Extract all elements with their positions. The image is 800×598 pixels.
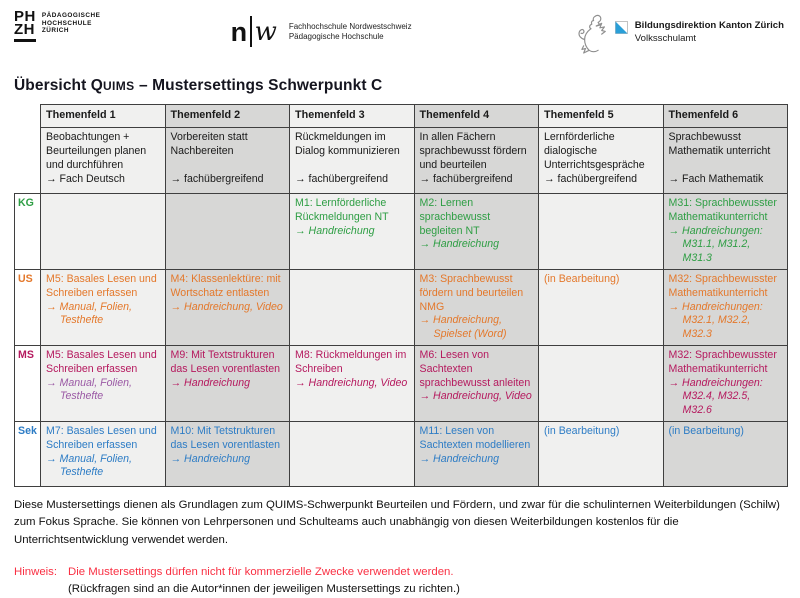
- setting-link[interactable]: → Handreichungen:: [668, 224, 763, 237]
- fhnw-logo-text: [289, 22, 412, 42]
- setting-title: M31: Sprachbewusster Mathematikunterricht: [668, 197, 777, 223]
- fhnw-text-line2: Pädagogische Hochschule: [288, 31, 384, 41]
- column-description-2: [165, 128, 290, 194]
- column-description-text: Sprachbewusst Mathematik unterricht: [668, 131, 771, 157]
- setting-link[interactable]: → Handreichung, Video: [295, 376, 408, 389]
- column-description-6: [663, 128, 788, 194]
- setting-cell: [663, 421, 788, 486]
- column-header-2: Themenfeld 2: [165, 105, 290, 128]
- setting-link[interactable]: → Handreichungen:: [668, 376, 763, 389]
- column-description-4: [414, 128, 539, 194]
- fhnw-wordmark: [231, 16, 277, 47]
- themenfeld-table: [14, 104, 788, 487]
- setting-link[interactable]: → Manual, Folien, Testhefte: [46, 376, 132, 403]
- setting-cell: [165, 345, 290, 421]
- setting-cell: [41, 269, 166, 345]
- phzh-underline: [14, 39, 36, 42]
- setting-title: M7: Basales Lesen und Schreiben erfassen: [46, 424, 157, 451]
- zurich-flag-icon: [615, 21, 628, 34]
- phzh-mark-line2: ZH: [14, 21, 35, 38]
- corner-spacer: [15, 128, 41, 194]
- phzh-logo: [14, 10, 100, 42]
- setting-link[interactable]: → Handreichung: [419, 238, 499, 251]
- note-black-line: (Rückfragen sind an die Autor*innen der jeweiligen Mustersettings zu richten.): [68, 583, 460, 596]
- row-label-sek: Sek: [15, 421, 41, 486]
- setting-title: M6: Lesen von Sachtexten sprachbewusst anleiten: [419, 348, 531, 389]
- column-description-5: [539, 128, 664, 194]
- row-label-kg: KG: [15, 194, 41, 270]
- page-title-smallcaps: UIMS: [102, 79, 135, 93]
- fhnw-letter-w: w: [254, 16, 277, 47]
- column-scope: → fachübergreifend: [295, 173, 389, 186]
- setting-link[interactable]: → Handreichung, Video: [170, 300, 283, 313]
- fhnw-text-line1: Fachhochschule Nordwestschweiz: [288, 21, 412, 31]
- setting-title: M32: Sprachbewusster Mathematikunterricht: [668, 348, 777, 375]
- setting-link[interactable]: → Handreichung, Video: [419, 390, 532, 403]
- footer-paragraph: Diese Mustersettings dienen als Grundlagen zum QUIMS-Schwerpunkt Beurteilen und Fördern, und zwar für die schulinternen Weiterbildungen (Schilw) zum Fokus Sprache. Sie können von Lehrpersonen und Schulteams auch unabhängig von diesen Weiterbildungen kostenlos für die Unterrichtsentwicklung verwendet werden.: [14, 498, 780, 546]
- setting-cell: [290, 345, 415, 421]
- setting-link[interactable]: → Handreichung, Spielset (Word): [419, 314, 507, 341]
- page-title: [14, 77, 786, 95]
- setting-title: M5: Basales Lesen und Schreiben erfassen: [46, 348, 157, 375]
- zurich-lion-icon: [572, 12, 608, 58]
- setting-link[interactable]: → Handreichung: [419, 452, 499, 465]
- note-content: [68, 564, 460, 598]
- column-description-text: Vorbereiten statt Nachbereiten: [170, 131, 248, 157]
- setting-link[interactable]: → Manual, Folien, Testhefte: [46, 300, 132, 327]
- phzh-text-line2: HOCHSCHULE: [41, 19, 92, 27]
- column-header-5: Themenfeld 5: [539, 105, 664, 128]
- column-scope: → fachübergreifend: [419, 173, 513, 186]
- fhnw-letter-n: n: [230, 16, 248, 47]
- setting-cell: [414, 194, 539, 270]
- setting-cell: [663, 345, 788, 421]
- row-label-ms: MS: [15, 345, 41, 421]
- column-description-text: Lernförderliche dialogische Unterrichtsgespräche: [544, 131, 645, 171]
- setting-link-detail[interactable]: M32.4, M32.5, M32.6: [682, 390, 751, 417]
- column-scope: → Fach Deutsch: [46, 173, 125, 186]
- column-header-6: Themenfeld 6: [663, 105, 788, 128]
- column-header-4: Themenfeld 4: [414, 105, 539, 128]
- setting-cell: [41, 345, 166, 421]
- setting-title: M5: Basales Lesen und Schreiben erfassen: [46, 272, 157, 299]
- setting-cell: [539, 421, 664, 486]
- bkz-logo-text: [635, 12, 784, 45]
- row-label-us: US: [15, 269, 41, 345]
- setting-link-detail[interactable]: M31.1, M31.2, M31.3: [682, 238, 751, 265]
- phzh-wordmark: [14, 10, 36, 42]
- bkz-subtitle: Volksschulamt: [634, 32, 697, 44]
- setting-cell: [414, 345, 539, 421]
- setting-cell: [539, 345, 664, 421]
- setting-title: M2: Lernen sprachbewusst begleiten NT: [419, 197, 491, 237]
- setting-title: M11: Lesen von Sachtexten modellieren: [419, 424, 531, 451]
- setting-cell: [663, 194, 788, 270]
- page-title-post: – Mustersettings Schwerpunkt C: [134, 77, 383, 94]
- phzh-text-line3: ZÜRICH: [41, 27, 69, 35]
- column-description-3: [290, 128, 415, 194]
- setting-cell: [663, 269, 788, 345]
- setting-cell: [41, 421, 166, 486]
- column-header-3: Themenfeld 3: [290, 105, 415, 128]
- setting-link[interactable]: → Manual, Folien, Testhefte: [46, 452, 132, 479]
- setting-status: (in Bearbeitung): [544, 424, 620, 437]
- note-label: Hinweis:: [14, 565, 58, 578]
- phzh-logo-text: [42, 10, 101, 35]
- setting-cell: [414, 421, 539, 486]
- setting-title: M9: Mit Textstrukturen das Lesen vorentlasten: [170, 348, 281, 375]
- column-scope: → fachübergreifend: [544, 173, 638, 186]
- bkz-logo: [572, 12, 784, 58]
- setting-title: M8: Rückmeldungen im Schreiben: [295, 348, 407, 375]
- column-header-1: Themenfeld 1: [41, 105, 166, 128]
- setting-status: (in Bearbeitung): [544, 272, 620, 285]
- note-red-line: Die Mustersettings dürfen nicht für kommerzielle Zwecke verwendet werden.: [68, 565, 454, 578]
- setting-cell: [414, 269, 539, 345]
- setting-cell: [539, 194, 664, 270]
- phzh-text-line1: PÄDAGOGISCHE: [41, 12, 101, 19]
- setting-cell: [539, 269, 664, 345]
- column-scope: → Fach Mathematik: [668, 173, 764, 186]
- setting-cell: [165, 269, 290, 345]
- setting-title: M1: Lernförderliche Rückmeldungen NT: [295, 197, 389, 223]
- setting-link[interactable]: → Handreichungen:: [668, 300, 763, 313]
- note-block: [14, 564, 786, 598]
- setting-cell: [290, 269, 415, 345]
- setting-cell: [165, 194, 290, 270]
- setting-link[interactable]: → Handreichung: [170, 452, 250, 465]
- column-description-text: Rückmeldungen im Dialog kommunizieren: [295, 131, 400, 157]
- corner-spacer: [15, 105, 41, 128]
- bkz-title: Bildungsdirektion Kanton Zürich: [634, 20, 784, 31]
- column-scope: → fachübergreifend: [170, 173, 264, 186]
- setting-cell: [41, 194, 166, 270]
- logo-band: [0, 0, 800, 58]
- column-description-text: Beobachtungen + Beurteilungen planen und durchführen: [46, 131, 147, 171]
- setting-cell: [290, 194, 415, 270]
- fhnw-divider-bar: [250, 16, 252, 47]
- setting-link[interactable]: → Handreichung: [295, 224, 375, 237]
- setting-title: M3: Sprachbewusst fördern und beurteilen NMG: [419, 272, 524, 313]
- setting-cell: [290, 421, 415, 486]
- column-description-text: In allen Fächern sprachbewusst fördern und beurteilen: [419, 131, 527, 171]
- setting-link-detail[interactable]: M32.1, M32.2, M32.3: [682, 314, 751, 341]
- setting-cell: [165, 421, 290, 486]
- fhnw-logo: [231, 16, 412, 47]
- column-description-1: [41, 128, 166, 194]
- setting-link[interactable]: → Handreichung: [170, 376, 250, 389]
- setting-title: M4: Klassenlektüre: mit Wortschatz entlasten: [170, 272, 281, 299]
- phzh-mark-line1: PH: [14, 8, 36, 25]
- page-title-pre: Übersicht Q: [14, 77, 103, 94]
- setting-title: M10: Mit Tetstrukturen das Lesen vorentlasten: [170, 424, 281, 451]
- setting-status: (in Bearbeitung): [668, 424, 744, 437]
- setting-title: M32: Sprachbewusster Mathematikunterricht: [668, 272, 777, 299]
